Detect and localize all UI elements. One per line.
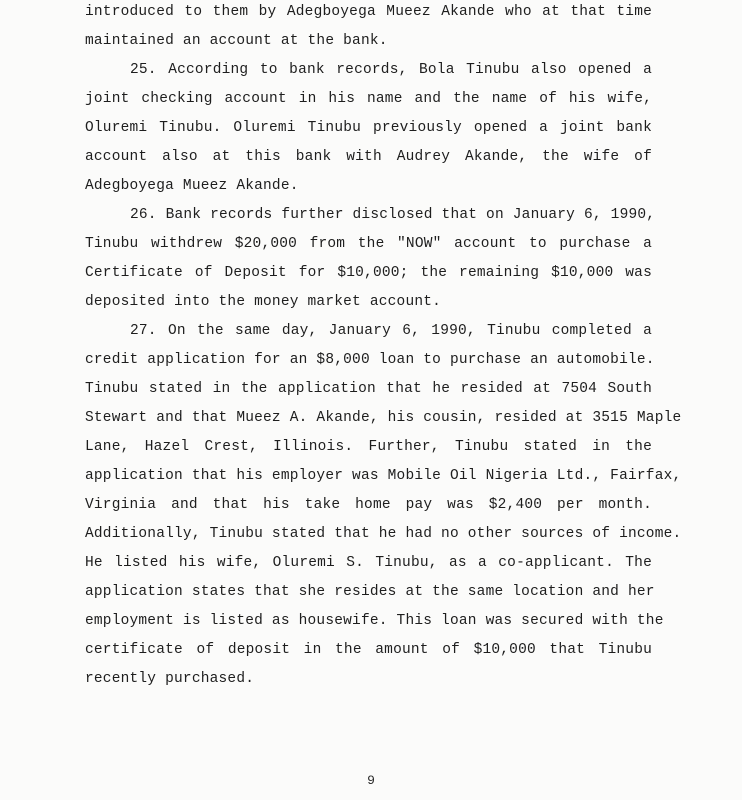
- text-line: application that his employer was Mobile Oil Nigeria Ltd., Fairfax,: [85, 468, 682, 484]
- text-line: joint checking account in his name and the name of his wife,: [85, 91, 652, 107]
- text-line: Lane, Hazel Crest, Illinois. Further, Tinubu stated in the: [85, 439, 652, 455]
- text-line: introduced to them by Adegboyega Mueez Akande who at that time: [85, 4, 652, 20]
- text-line: Oluremi Tinubu. Oluremi Tinubu previously opened a joint bank: [85, 120, 652, 136]
- text-line: Tinubu stated in the application that he resided at 7504 South: [85, 381, 652, 397]
- text-line: account also at this bank with Audrey Akande, the wife of: [85, 149, 652, 165]
- text-line: credit application for an $8,000 loan to purchase an automobile.: [85, 352, 655, 368]
- text-line: He listed his wife, Oluremi S. Tinubu, as a co-applicant. The: [85, 555, 652, 571]
- text-line: certificate of deposit in the amount of $10,000 that Tinubu: [85, 642, 652, 658]
- text-line: Stewart and that Mueez A. Akande, his cousin, resided at 3515 Maple: [85, 410, 682, 426]
- text-line: Additionally, Tinubu stated that he had no other sources of income.: [85, 526, 682, 542]
- text-line: application states that she resides at the same location and her: [85, 584, 655, 600]
- paragraph-27-first-line: 27. On the same day, January 6, 1990, Tinubu completed a: [130, 323, 652, 339]
- text-line: recently purchased.: [85, 671, 255, 687]
- text-line: Virginia and that his take home pay was $2,400 per month.: [85, 497, 652, 513]
- text-line: deposited into the money market account.: [85, 294, 442, 310]
- text-line: Tinubu withdrew $20,000 from the "NOW" account to purchase a: [85, 236, 652, 252]
- text-line: employment is listed as housewife. This loan was secured with the: [85, 613, 664, 629]
- text-line: Certificate of Deposit for $10,000; the remaining $10,000 was: [85, 265, 652, 281]
- paragraph-26-first-line: 26. Bank records further disclosed that on January 6, 1990,: [130, 207, 656, 223]
- page-number: 9: [367, 773, 375, 788]
- text-line: maintained an account at the bank.: [85, 33, 388, 49]
- paragraph-25-first-line: 25. According to bank records, Bola Tinubu also opened a: [130, 62, 652, 78]
- text-line: Adegboyega Mueez Akande.: [85, 178, 299, 194]
